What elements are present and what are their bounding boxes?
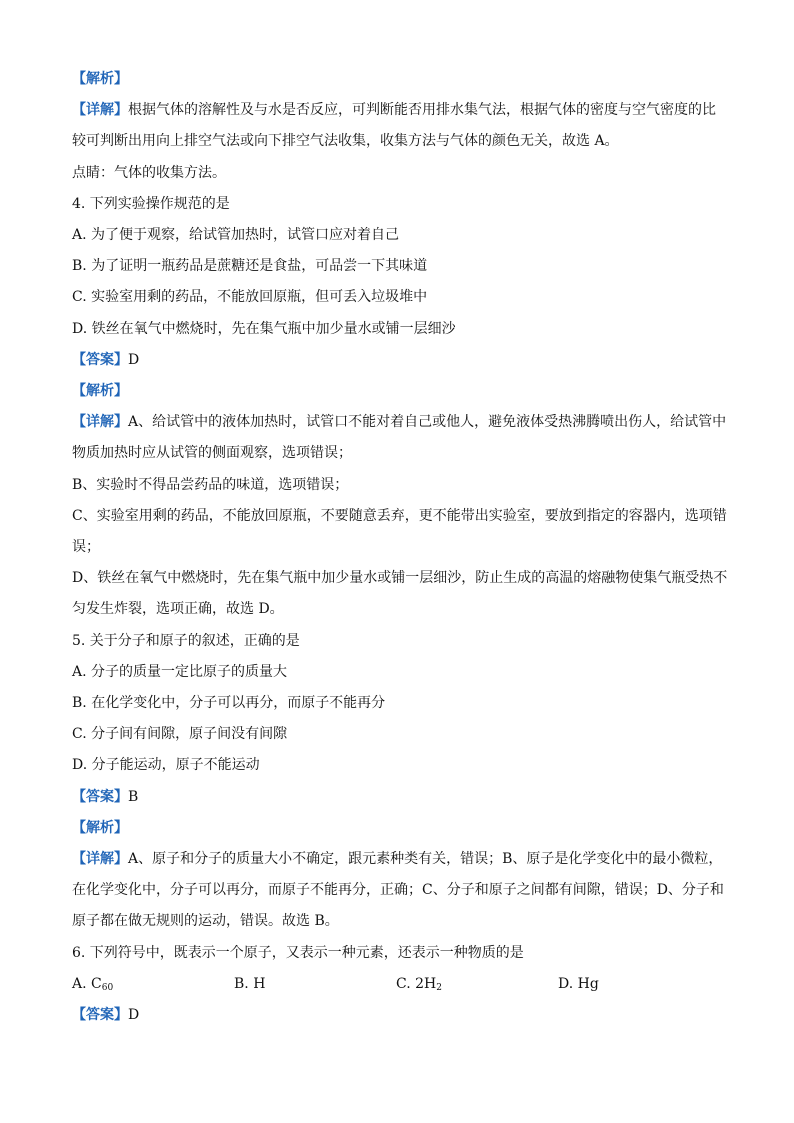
question-6-answer: 【答案】D [72,1007,140,1024]
detail-paragraph: 【详解】根据气体的溶解性及与水是否反应，可判断能否用排水集气法，根据气体的密度与空气密度的比 [72,102,716,119]
note-line: 点睛：气体的收集方法。 [72,164,226,181]
question-4-detail-line: 物质加热时应从试管的侧面观察，选项错误； [72,445,352,462]
question-5-detail: 【详解】A、原子和分子的质量大小不确定，跟元素种类有关，错误；B、原子是化学变化中的最小微粒， [72,851,723,868]
question-4-detail: 【详解】A、给试管中的液体加热时，试管口不能对着自己或他人，避免液体受热沸腾喷出伤人，给试管中 [72,414,727,431]
question-4-detail-line: 匀发生炸裂，选项正确，故选 D。 [72,601,284,618]
question-5-detail-line: 原子都在做无规则的运动，错误。故选 B。 [72,913,339,930]
question-6-option-b: B. H [234,975,266,992]
question-4-analysis-heading: 【解析】 [72,383,128,400]
question-5-option-c: C. 分子间有间隙，原子间没有间隙 [72,726,288,743]
question-4-detail-line: C、实验室用剩的药品，不能放回原瓶，不要随意丢弃，更不能带出实验室，要放到指定的容器内，选项错 [72,507,727,524]
question-5-detail-line: 在化学变化中，分子可以再分，而原子不能再分，正确；C、分子和原子之间都有间隙，错误；D、分子和 [72,882,724,899]
question-4-option-c: C. 实验室用剩的药品，不能放回原瓶，但可丢入垃圾堆中 [72,289,428,306]
question-5-option-a: A. 分子的质量一定比原子的质量大 [72,663,288,680]
document-page [72,64,726,1031]
question-4-detail-line: 误； [72,539,100,556]
question-6-option-c: C. $2H_2$ [396,975,442,993]
question-5-answer: 【答案】B [72,788,139,805]
question-4-detail-line: B、实验时不得品尝药品的味道，选项错误； [72,476,349,493]
question-4-detail-line: D、铁丝在氧气中燃烧时，先在集气瓶中加少量水或铺一层细沙，防止生成的高温的熔融物使集气瓶受热不 [72,570,728,587]
question-4-option-d: D. 铁丝在氧气中燃烧时，先在集气瓶中加少量水或铺一层细沙 [72,320,456,337]
question-5-stem: 5. 关于分子和原子的叙述，正确的是 [72,632,300,649]
question-6-options [72,969,726,1000]
question-4-option-b: B. 为了证明一瓶药品是蔗糖还是食盐，可品尝一下其味道 [72,258,428,275]
question-4-option-a: A. 为了便于观察，给试管加热时，试管口应对着自己 [72,227,400,244]
question-4-answer: 【答案】D [72,351,140,368]
question-6-option-d: D. Hg [558,975,599,992]
question-5-analysis-heading: 【解析】 [72,819,128,836]
question-4-stem: 4. 下列实验操作规范的是 [72,195,230,212]
question-6-option-a: A. $C_{60}$ [72,975,114,993]
question-5-option-b: B. 在化学变化中，分子可以再分，而原子不能再分 [72,695,386,712]
analysis-heading: 【解析】 [72,71,128,87]
detail-paragraph-cont: 较可判断出用向上排空气法或向下排空气法收集，收集方法与气体的颜色无关，故选 A。 [72,133,619,150]
question-5-option-d: D. 分子能运动，原子不能运动 [72,757,260,774]
question-6-stem: 6. 下列符号中，既表示一个原子，又表示一种元素，还表示一种物质的是 [72,944,524,961]
